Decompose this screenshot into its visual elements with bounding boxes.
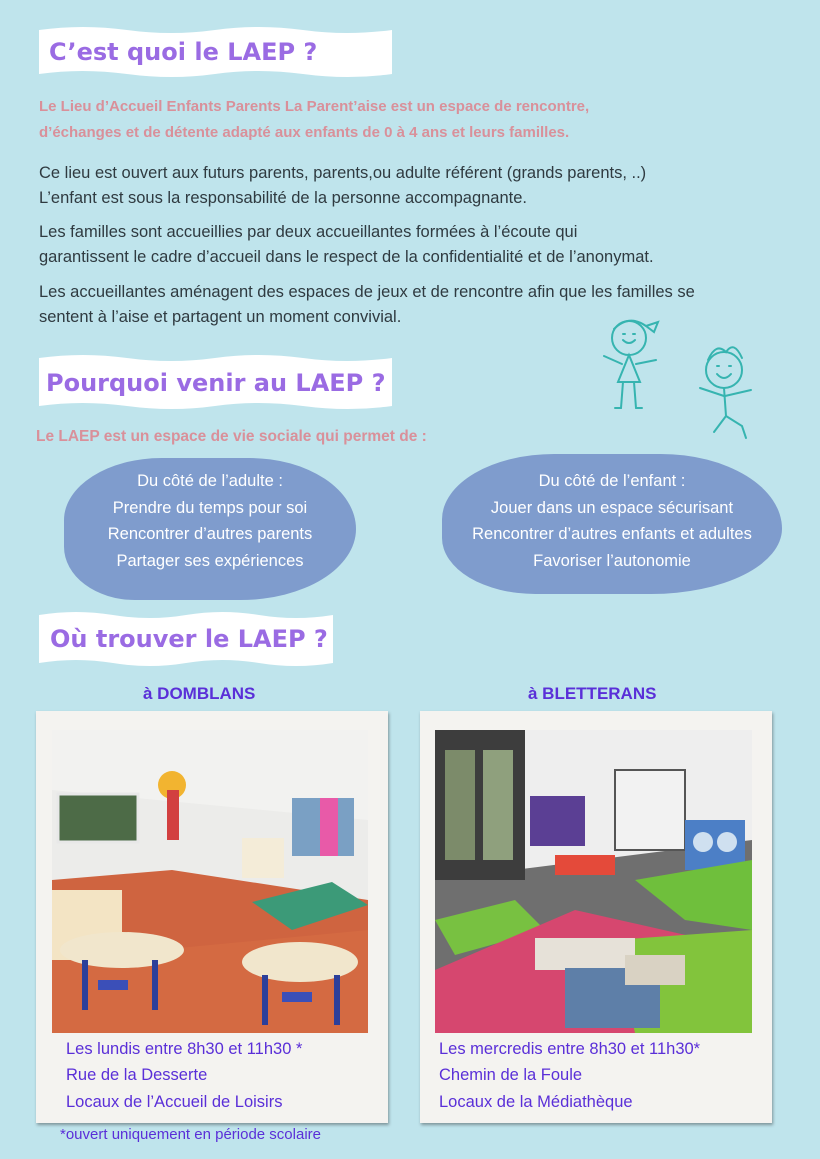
bubble-item: Prendre du temps pour soi bbox=[112, 498, 308, 517]
bubble-item: Partager ses expériences bbox=[116, 551, 304, 570]
paragraph-line: garantissent le cadre d’accueil dans le respect de la confidentialité et de l’anonymat. bbox=[39, 248, 654, 266]
intro-lead-line: Le Lieu d’Accueil Enfants Parents La Parent’aise est un espace de rencontre, bbox=[39, 98, 590, 115]
intro-lead-line: d’échanges et de détente adapté aux enfants de 0 à 4 ans et leurs familles. bbox=[39, 124, 570, 141]
title-banner-why bbox=[39, 352, 392, 412]
bubble-item: Rencontrer d’autres enfants et adultes bbox=[472, 525, 752, 543]
section-title-why: Pourquoi venir au LAEP ? bbox=[46, 369, 386, 397]
paragraph-line: Ce lieu est ouvert aux futurs parents, parents,ou adulte référent (grands parents, ..) bbox=[39, 164, 647, 182]
venue-line: Locaux de l’Accueil de Loisirs bbox=[66, 1093, 283, 1111]
title-banner-where bbox=[39, 609, 333, 669]
section-title-what: C’est quoi le LAEP ? bbox=[49, 38, 318, 66]
bubble-heading: Du côté de l’adulte : bbox=[137, 472, 283, 490]
why-lead: Le LAEP est un espace de vie sociale qui permet de : bbox=[36, 428, 427, 445]
domblans-room-photo bbox=[52, 730, 368, 1033]
section-title-where: Où trouver le LAEP ? bbox=[50, 625, 328, 653]
paragraph-line: L’enfant est sous la responsabilité de la personne accompagnante. bbox=[39, 189, 527, 207]
bubble-item: Jouer dans un espace sécurisant bbox=[490, 498, 734, 517]
adult-benefits-bubble bbox=[64, 458, 356, 600]
location-card-bletterans bbox=[420, 711, 772, 1123]
bubble-heading: Du côté de l’enfant : bbox=[538, 472, 686, 490]
children-illustration bbox=[596, 312, 766, 447]
address-line: Rue de la Desserte bbox=[66, 1066, 208, 1084]
city-domblans: à DOMBLANS bbox=[143, 684, 256, 703]
paragraph-line: Les familles sont accueillies par deux accueillantes formées à l’écoute qui bbox=[39, 223, 578, 241]
paragraph bbox=[39, 161, 646, 211]
city-bletterans: à BLETTERANS bbox=[528, 684, 657, 703]
child-benefits-bubble bbox=[442, 454, 782, 594]
footnote: *ouvert uniquement en période scolaire bbox=[60, 1126, 321, 1143]
bubble-item: Favoriser l’autonomie bbox=[533, 551, 691, 570]
title-banner-what bbox=[39, 24, 392, 80]
address-line: Chemin de la Foule bbox=[439, 1066, 583, 1084]
paragraph bbox=[39, 220, 654, 270]
venue-line: Locaux de la Médiathèque bbox=[439, 1093, 633, 1111]
bubble-item: Rencontrer d’autres parents bbox=[107, 525, 313, 543]
schedule-line: Les lundis entre 8h30 et 11h30 * bbox=[66, 1040, 303, 1058]
schedule-line: Les mercredis entre 8h30 et 11h30* bbox=[439, 1040, 701, 1058]
location-card-domblans bbox=[36, 711, 388, 1123]
intro-lead bbox=[39, 94, 779, 146]
paragraph-line: Les accueillantes aménagent des espaces de jeux et de rencontre afin que les familles se bbox=[39, 283, 695, 301]
paragraph-line: sentent à l’aise et partagent un moment convivial. bbox=[39, 308, 402, 326]
bletterans-room-photo bbox=[435, 730, 752, 1033]
